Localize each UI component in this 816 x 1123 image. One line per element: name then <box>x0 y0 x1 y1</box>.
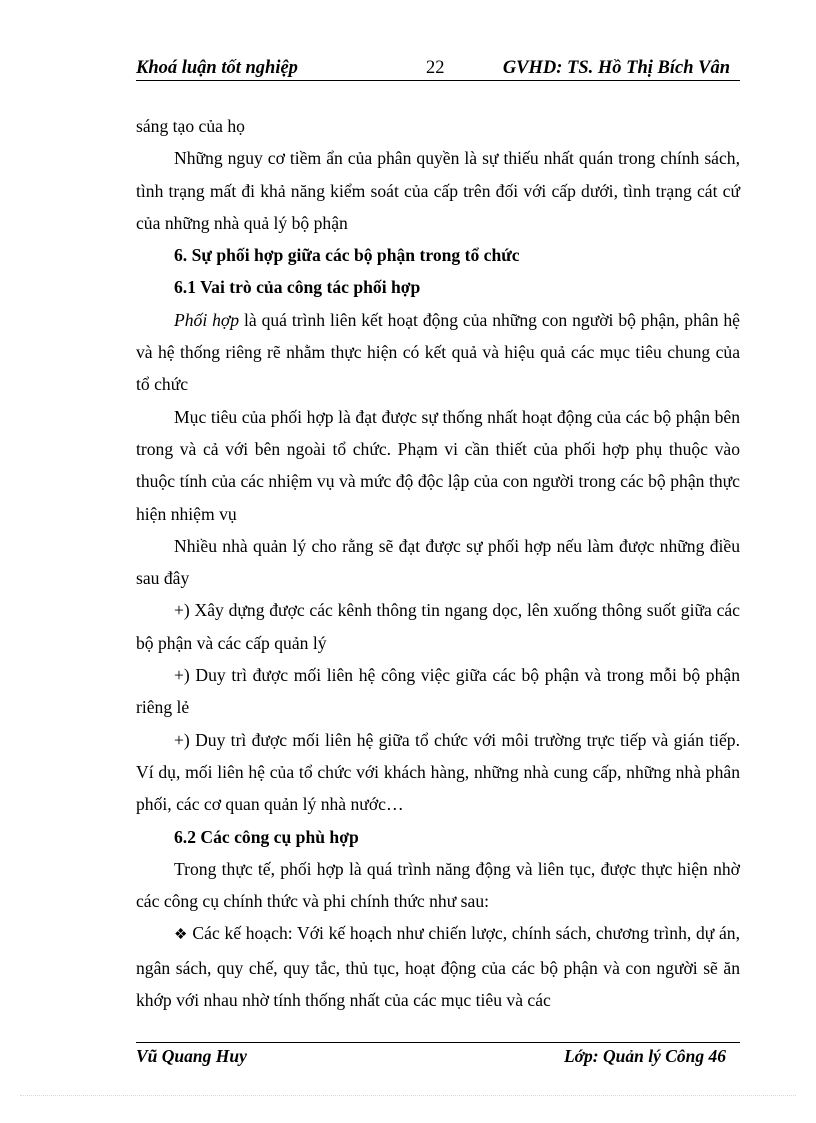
document-body <box>136 110 740 1016</box>
list-item-channels: +) Xây dựng được các kênh thông tin ngang dọc, lên xuống thông suốt giữa các bộ phận và các cấp quản lý <box>136 600 740 653</box>
paragraph-plans <box>136 917 740 1016</box>
definition-text: là quá trình liên kết hoạt động của những con người bộ phận, phân hệ và hệ thống riêng rẽ nhằm thực hiện có kết quả và hiệu quả các mục tiêu chung của tổ chức <box>136 309 740 395</box>
term-coordination: Phối hợp <box>174 309 240 330</box>
section-heading-6-1: 6.1 Vai trò của công tác phối hợp <box>174 277 421 298</box>
list-item-work-relations: +) Duy trì được mối liên hệ công việc giữa các bộ phận và trong mỗi bộ phận riêng lẻ <box>136 665 740 718</box>
page-edge-divider <box>20 1095 796 1096</box>
page-footer <box>136 1042 740 1066</box>
plans-text: Các kế hoạch: Với kế hoạch như chiến lược, chính sách, chương trình, dự án, ngân sách, quy chế, quy tắc, thủ tục, hoạt động của các bộ phận và con người sẽ ăn khớp với nhau nhờ tính thống nhất của các mục tiêu và các <box>136 923 740 1011</box>
footer-class: Lớp: Quản lý Công 46 <box>563 1046 726 1066</box>
page-header <box>136 56 740 81</box>
list-item-environment-relations: +) Duy trì được mối liên hệ giữa tổ chức với môi trường trực tiếp và gián tiếp. Ví dụ, mối liên hệ của tổ chức với khách hàng, những nhà cung cấp, những nhà phân phối, các cơ quan quản lý nhà nước… <box>136 729 740 815</box>
paragraph-coordination-goal: Mục tiêu của phối hợp là đạt được sự thống nhất hoạt động của các bộ phận bên trong và cả với bên ngoài tổ chức. Phạm vi cần thiết của phối hợp phụ thuộc vào thuộc tính của các nhiệm vụ và mức độ độc lập của con người trong các bộ phận thực hiện nhiệm vụ <box>136 406 740 524</box>
paragraph-continuation: sáng tạo của họ <box>136 116 245 136</box>
footer-author: Vũ Quang Huy <box>136 1046 247 1066</box>
section-heading-6: 6. Sự phối hợp giữa các bộ phận trong tổ chức <box>174 245 520 266</box>
diamond-bullet-icon: ❖ <box>174 927 188 944</box>
paragraph-coordination-definition <box>136 304 740 401</box>
header-page-number: 22 <box>426 58 445 78</box>
paragraph-coordination-tools: Trong thực tế, phối hợp là quá trình năng động và liên tục, được thực hiện nhờ các công cụ chính thức và phi chính thức như sau: <box>136 858 740 912</box>
paragraph-managers-view: Nhiều nhà quản lý cho rằng sẽ đạt được sự phối hợp nếu làm được những điều sau đây <box>136 535 740 589</box>
section-heading-6-2: 6.2 Các công cụ phù hợp <box>174 826 359 847</box>
paragraph-decentralization-risks: Những nguy cơ tiềm ẩn của phân quyền là sự thiếu nhất quán trong chính sách, tình trạng mất đi khả năng kiểm soát của cấp trên đối với cấp dưới, tình trạng cát cứ của những nhà quả lý bộ phận <box>136 148 740 233</box>
header-supervisor: GVHD: TS. Hồ Thị Bích Vân <box>502 58 730 78</box>
header-thesis-label: Khoá luận tốt nghiệp <box>136 58 298 78</box>
